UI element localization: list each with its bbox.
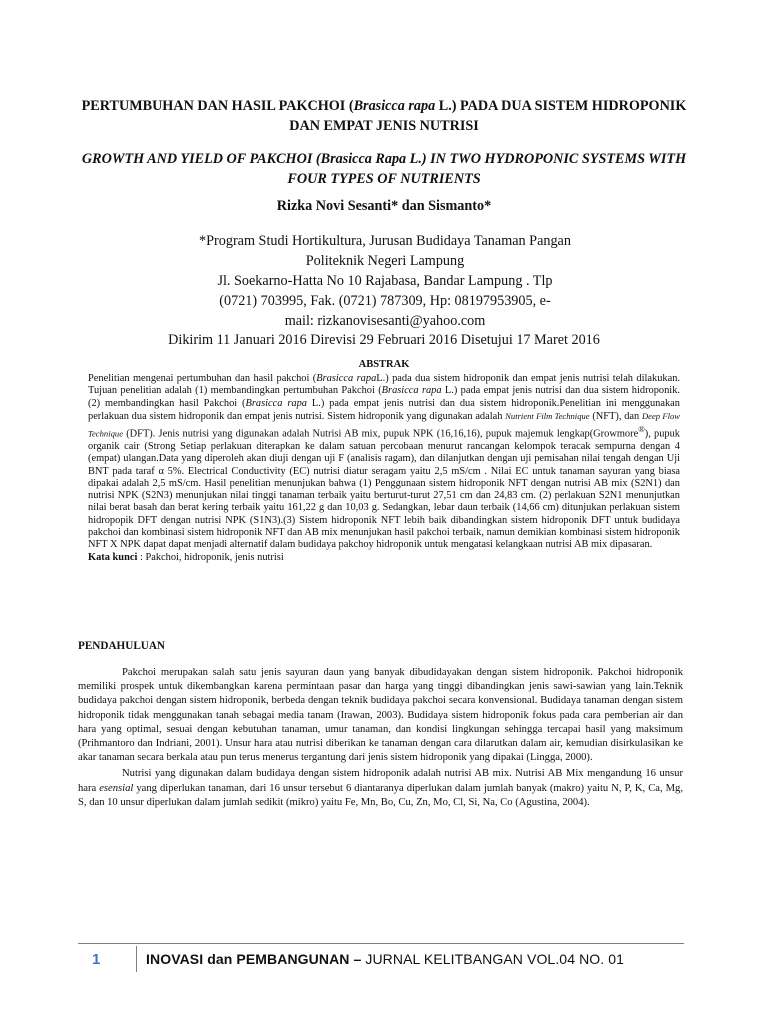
abstract-term-dft: Deep Flow Technique (88, 410, 681, 439)
intro-text: yang diperlukan tanaman, dari 16 unsur tersebut 6 diantaranya diperlukan dalam jumlah banyak (makro) yaitu N, P, K, Ca, Mg, S, dan 10 unsur diperlukan dalam jumlah sedikit (mikro) yaitu Fe, Mn, Bo, Cu, Zn, Mo, Cl, Si, Na, Co (Agustina, 2004). (78, 782, 683, 808)
abstract-species: Brasicca rapa (245, 397, 307, 409)
abstract-text: ), pupuk organik cair (Strong Setiap perlakuan diterapkan ke dalam satuan percobaan menurut rancangan kelompok teracak sempurna dengan 4 (empat) ulangan.Data yang diperoleh akan diuji dengan uji F (analisis ragam), dan dilanjutkan dengan uji pemisahan nilai tengah dengan Uji BNT pada taraf α 5%. Electrical Conductivity (EC) nutrisi diatur seragam yaitu 2,5 mS/cm . Nilai EC untuk tanaman sayuran yang biasa dipakai adalah 2,5 mS/cm. Hasil penelitian menunjukan bahwa (1) Penggunaan sistem hidroponik NFT dengan nutrisi AB mix (S2N1) dan nutrisi NPK (S2N3) menunjukan nilai tinggi tanaman terbaik yaitu berturut-turut 27,51 cm dan 24,83 cm. (2) perlakuan S2N1 menunjutkan nilai berat basah dan berat kering terbaik yaitu 161,22 g dan 10,03 g. Sedangkan, lebar daun terbaik (14,66 cm) ditunjukan perlakuan sistem hidropopik DFT dengan nutrisi NPK (S1N3).(3) Sistem hidroponik NFT lebih baik dibandingkan sistem hidroponik DFT untuk budidaya pakchoi dan kombinasi sistem hidroponik NFT dan AB mix menunjukan hasil pakchoi terbaik, namun demikian kombinasi sistem hidroponik NFT X NPK dapat dapat menjadi alternatif dalam budidaya pakchoy hidroponik untuk mengatasi kelangkaan nutrisi AB mix dipasaran. (88, 428, 680, 551)
affiliation-line: *Program Studi Hortikultura, Jurusan Budidaya Tanaman Pangan (199, 233, 571, 249)
abstract-species: Brasicca rapa (381, 385, 442, 397)
affiliation-line: Politeknik Negeri Lampung (305, 253, 465, 269)
footer-divider (136, 946, 137, 972)
title-english: GROWTH AND YIELD OF PAKCHOI (Brasicca Rapa L.) IN TWO HYDROPONIC SYSTEMS WITH FOUR TYPES OF NUTRIENTS (81, 151, 687, 187)
intro-paragraph (78, 767, 683, 810)
abstract-body (88, 373, 680, 564)
abstract-text: (DFT). Jenis nutrisi yang digunakan adalah Nutrisi AB mix, pupuk NPK (16,16,16), pupuk majemuk lengkap(Growmore (123, 428, 639, 440)
section-heading-introduction: PENDAHULUAN (78, 640, 166, 652)
abstract-text: (NFT), dan (589, 410, 642, 422)
journal-name-bold: INOVASI dan PEMBANGUNAN – (146, 951, 362, 967)
affiliation-line: Jl. Soekarno-Hatta No 10 Rajabasa, Bandar Lampung . Tlp (217, 273, 553, 289)
abstract-text: L.) pada empat jenis nutrisi dan dua sistem hidroponik.Penelitian ini menggunakan perlakuan dua sistem hidroponik dan empat jenis nutrisi. Sistem hidroponik yang digunakan adalah (88, 397, 680, 422)
abstract-paragraph (88, 373, 680, 552)
registered-mark: ® (638, 424, 645, 435)
footer-rule (78, 943, 684, 944)
intro-italic-term: esensial (99, 782, 134, 794)
introduction-body (78, 666, 683, 812)
journal-name-rest: JURNAL KELITBANGAN VOL.04 NO. 01 (361, 951, 625, 967)
authors: Rizka Novi Sesanti* dan Sismanto* (276, 198, 492, 214)
title-indonesian (80, 96, 688, 136)
abstract-species: Brasicca rapa (316, 373, 377, 384)
journal-name (146, 951, 624, 967)
keywords-text: : Pakchoi, hidroponik, jenis nutrisi (137, 551, 284, 563)
keywords-label: Kata kunci (88, 551, 138, 563)
title-id-species: Brasicca rapa (353, 98, 436, 114)
submission-dates: Dikirim 11 Januari 2016 Direvisi 29 Februari 2016 Disetujui 17 Maret 2016 (168, 332, 600, 348)
affiliation-line: (0721) 703995, Fak. (0721) 787309, Hp: 08197953905, e- (219, 293, 551, 309)
affiliation-email-line: mail: rizkanovisesanti@yahoo.com (284, 313, 486, 329)
page-number: 1 (92, 951, 101, 968)
abstract-text: L.) pada dua sistem hidroponik dan empat jenis nutrisi telah dilakukan. Tujuan penelitian adalah (1) membandingkan pertumbuhan Pakchoi ( (88, 373, 680, 397)
title-id-part2: L.) PADA DUA SISTEM HIDROPONIK DAN EMPAT JENIS NUTRISI (289, 98, 687, 134)
abstract-heading: ABSTRAK (358, 359, 410, 370)
abstract-text: Penelitian mengenai pertumbuhan dan hasil pakchoi ( (88, 373, 317, 384)
title-id-part1: PERTUMBUHAN DAN HASIL PAKCHOI ( (81, 98, 354, 114)
intro-paragraph: Pakchoi merupakan salah satu jenis sayuran daun yang banyak dibudidayakan dengan sistem hidroponik. Pakchoi hidroponik memiliki prospek untuk dikembangkan karena permintaan pasar dan harga yang tinggi dibandingkan jenis sawi-sawian yang lain.Teknik budidaya pakchoi dengan sistem hidroponik, berbeda dengan teknik budidaya pakchoi secara konvensional. Budidaya tanaman dengan sistem hidroponik tidak menggunakan tanah sebagai media tanam (Irawan, 2003). Budidaya sistem hidroponik fokus pada cara pemberian air dan hara yang optimal, sesuai dengan kebutuhan tanaman, umur tanaman, dan kondisi lingkungan sehingga tercapai hasil yang maksimum (Prihmantoro dan Indriani, 2001). Unsur hara atau nutrisi diberikan ke tanaman dengan cara dilarutkan dalam air, kemudian disirkulasikan ke akar tanaman secara berkala atau pun terus menerus tergantung dari jenis sistem hidroponik yang dipakai (Lingga, 2000). (78, 667, 683, 764)
abstract-term-nft: Nutrient Film Technique (505, 410, 590, 421)
intro-text: Nutrisi yang digunakan dalam budidaya dengan sistem hidroponik adalah nutrisi AB mix. Nutrisi AB Mix mengandung 16 unsur hara (78, 768, 683, 794)
affiliation (150, 231, 620, 331)
abstract-text: L.) pada empat jenis nutrisi dan dua sistem hidroponik. (2) membandingkan hasil Pakchoi ( (88, 385, 680, 409)
keywords (88, 552, 680, 564)
